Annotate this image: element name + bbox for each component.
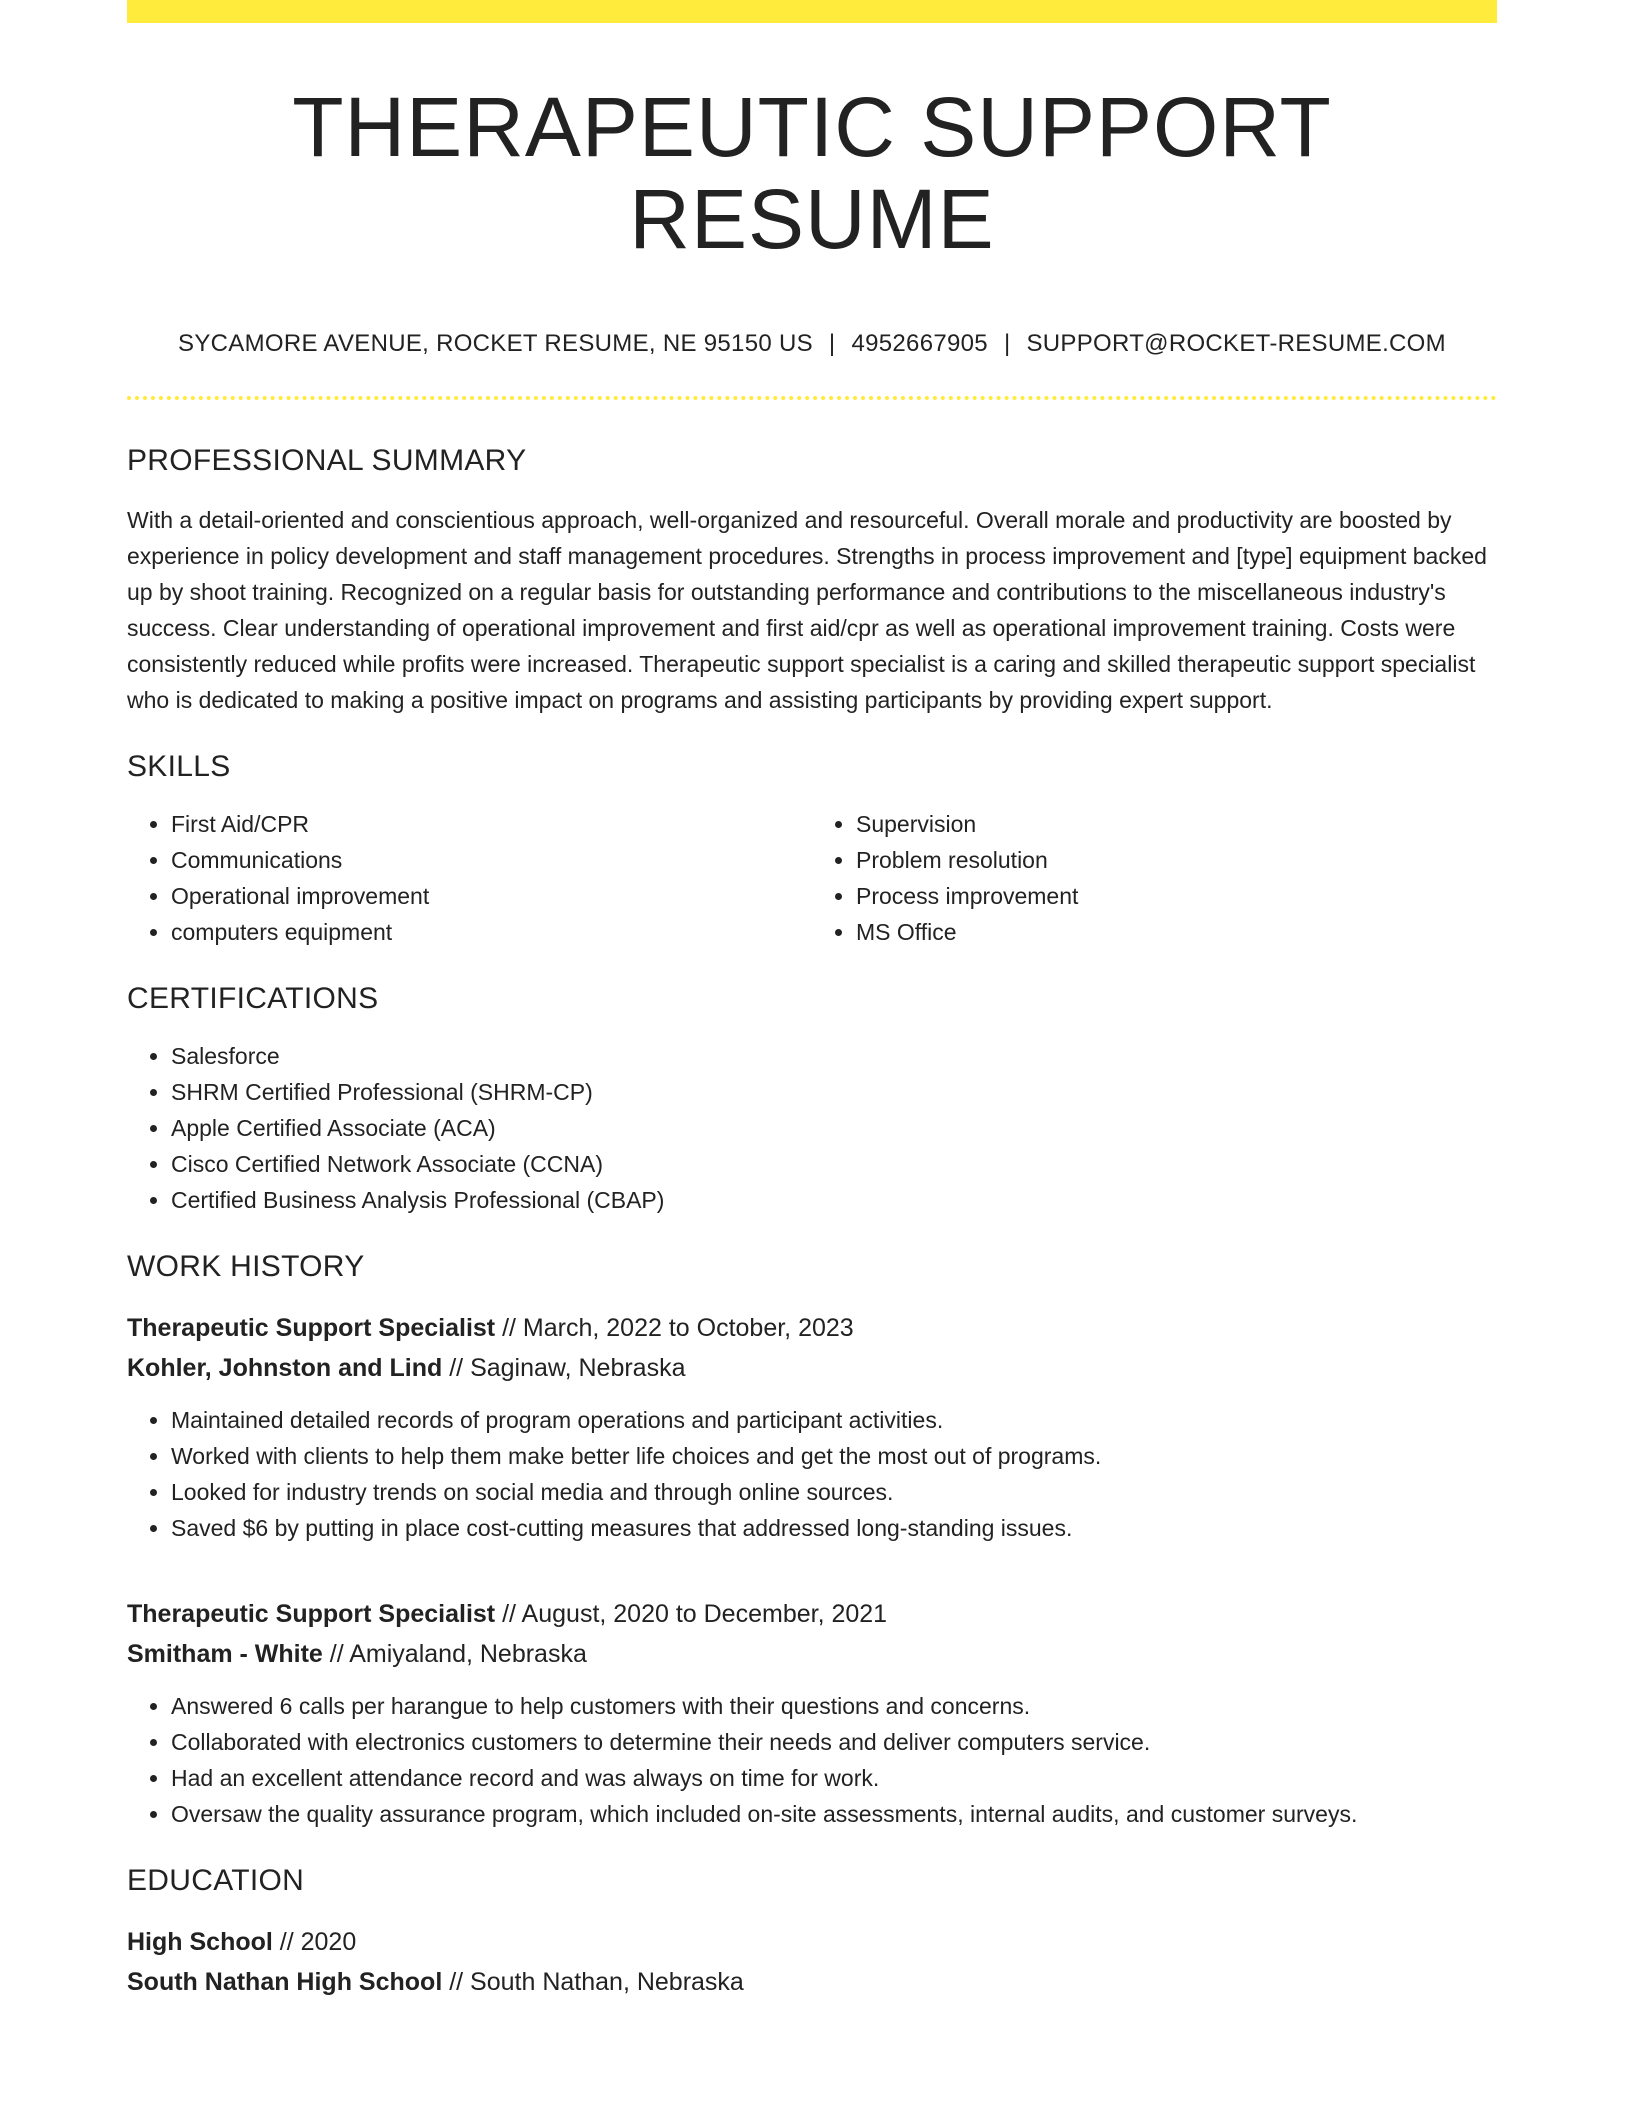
- education-year: // 2020: [279, 1927, 357, 1956]
- certification-item: • Certified Business Analysis Professional (CBAP): [171, 1182, 1497, 1218]
- skills-heading: SKILLS: [127, 749, 231, 783]
- job-entry: [127, 1308, 1497, 1546]
- skill-item: • Supervision: [856, 806, 1497, 842]
- skills-grid: [127, 806, 1497, 950]
- dotted-divider: [127, 396, 1497, 400]
- job-entry: [127, 1594, 1497, 1832]
- job-location: // Saginaw, Nebraska: [449, 1353, 686, 1382]
- job-bullet: • Worked with clients to help them make better life choices and get the most out of programs.: [171, 1438, 1497, 1474]
- contact-email: SUPPORT@ROCKET-RESUME.COM: [1026, 329, 1446, 357]
- skill-item: • First Aid/CPR: [171, 806, 812, 842]
- skill-item: • computers equipment: [171, 914, 812, 950]
- summary-text: With a detail-oriented and conscientious approach, well-organized and resourceful. Overall morale and productivity are boosted by experience in policy development and staff management procedures. Strengths in process improvement and [type] equipment backed up by shoot training. Recognized on a regular basis for outstanding performance and contributions to the miscellaneous industry's success. Clear understanding of operational improvement and first aid/cpr as well as operational improvement training. Costs were consistently reduced while profits were increased. Therapeutic support specialist is a caring and skilled therapeutic support specialist who is dedicated to making a positive impact on programs and assisting participants by providing expert support.: [127, 506, 1487, 713]
- job-bullets: [127, 1688, 1497, 1832]
- skill-item: • Problem resolution: [856, 842, 1497, 878]
- job-title-line: [127, 1594, 1497, 1634]
- contact-separator: |: [828, 329, 836, 357]
- education-degree: High School: [127, 1927, 273, 1956]
- skill-item: • Process improvement: [856, 878, 1497, 914]
- education-entry: [127, 1922, 1497, 2002]
- job-company: Kohler, Johnston and Lind: [127, 1353, 443, 1382]
- job-dates: // March, 2022 to October, 2023: [502, 1313, 854, 1342]
- skills-list-left: [127, 806, 812, 950]
- certifications-list: [127, 1038, 1497, 1218]
- job-bullet: • Looked for industry trends on social media and through online sources.: [171, 1474, 1497, 1510]
- certification-item: • Apple Certified Associate (ACA): [171, 1110, 1497, 1146]
- contact-line: [127, 330, 1497, 358]
- job-title: Therapeutic Support Specialist: [127, 1313, 496, 1342]
- job-location: // Amiyaland, Nebraska: [329, 1639, 587, 1668]
- resume-page: [127, 0, 1497, 2002]
- work-history-heading: WORK HISTORY: [127, 1249, 365, 1283]
- accent-top-bar: [127, 0, 1497, 23]
- education-heading: EDUCATION: [127, 1863, 305, 1897]
- resume-title: THERAPEUTIC SUPPORT RESUME: [292, 80, 1332, 267]
- certifications-heading: CERTIFICATIONS: [127, 981, 379, 1015]
- skills-list-right: [812, 806, 1497, 950]
- skill-item: • MS Office: [856, 914, 1497, 950]
- job-bullet: • Had an excellent attendance record and was always on time for work.: [171, 1760, 1497, 1796]
- contact-separator: |: [1003, 329, 1011, 357]
- job-title: Therapeutic Support Specialist: [127, 1599, 496, 1628]
- job-bullet: • Oversaw the quality assurance program, which included on-site assessments, internal audits, and customer surveys.: [171, 1796, 1497, 1832]
- job-bullet: • Collaborated with electronics customers to determine their needs and deliver computers service.: [171, 1724, 1497, 1760]
- skill-item: • Operational improvement: [171, 878, 812, 914]
- job-dates: // August, 2020 to December, 2021: [502, 1599, 888, 1628]
- job-company-line: [127, 1634, 1497, 1674]
- education-degree-line: [127, 1922, 1497, 1962]
- job-bullet: • Answered 6 calls per harangue to help customers with their questions and concerns.: [171, 1688, 1497, 1724]
- certification-item: • Cisco Certified Network Associate (CCNA): [171, 1146, 1497, 1182]
- certification-item: • Salesforce: [171, 1038, 1497, 1074]
- job-company-line: [127, 1348, 1497, 1388]
- job-title-line: [127, 1308, 1497, 1348]
- summary-heading: PROFESSIONAL SUMMARY: [127, 443, 527, 477]
- job-bullet: • Maintained detailed records of program operations and participant activities.: [171, 1402, 1497, 1438]
- education-school-line: [127, 1962, 1497, 2002]
- job-bullet: • Saved $6 by putting in place cost-cutting measures that addressed long-standing issues.: [171, 1510, 1497, 1546]
- contact-address: SYCAMORE AVENUE, ROCKET RESUME, NE 95150 US: [178, 329, 813, 357]
- job-bullets: [127, 1402, 1497, 1546]
- education-location: // South Nathan, Nebraska: [449, 1967, 744, 1996]
- contact-phone: 4952667905: [851, 329, 988, 357]
- skill-item: • Communications: [171, 842, 812, 878]
- job-company: Smitham - White: [127, 1639, 323, 1668]
- education-school: South Nathan High School: [127, 1967, 443, 1996]
- certification-item: • SHRM Certified Professional (SHRM-CP): [171, 1074, 1497, 1110]
